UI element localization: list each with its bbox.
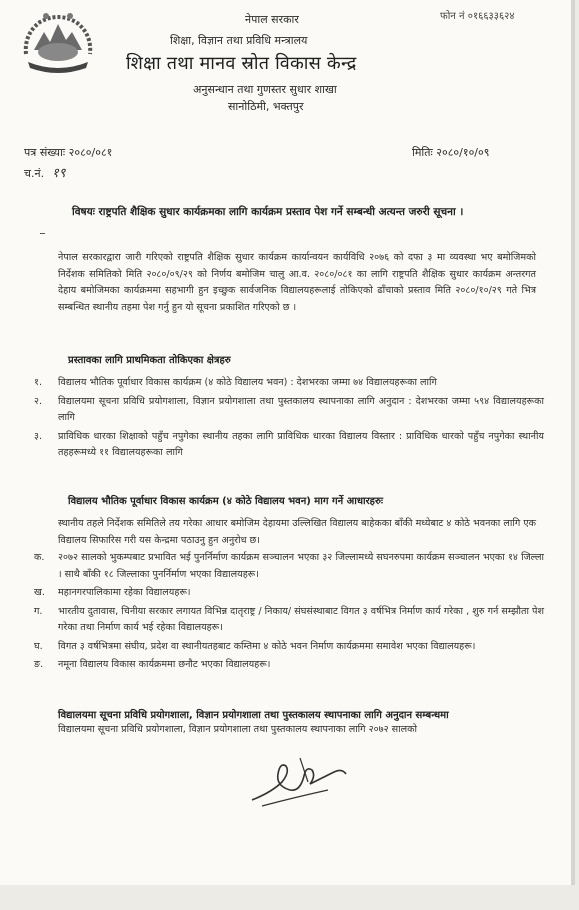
item-text: विद्यालय भौतिक पूर्वाधार विकास कार्यक्रम (४ कोठे विद्यालय भवन) : देशभरका जम्मा ७४ विद्यालयहरूका लागि <box>58 377 437 388</box>
list-item <box>34 604 544 637</box>
item-text: विगत ३ वर्षभित्रमा संघीय, प्रदेश वा स्थानीयतहबाट कम्तिमा ४ कोठे भवन निर्माण कार्यक्रममा समावेश भएका विद्यालयहरू। <box>58 640 476 652</box>
item-text: २०७२ सालको भुकम्पबाट प्रभावित भई पुनर्निर्माण कार्यक्रम सञ्चालन भएका ३२ जिल्लामध्ये सघनरुपमा कार्यक्रम सञ्चालन भएका १४ जिल्ला । साथै बाँकी १८ जिल्लाका पुनर्निर्माण भएका विद्यालयहरू। <box>58 552 544 580</box>
list-item <box>34 550 544 583</box>
intro-paragraph: नेपाल सरकारद्वारा जारी गरिएको राष्ट्रपति शैक्षिक सुधार कार्यक्रम कार्यान्वयन कार्यविधि २०७६ को दफा ३ मा व्यवस्था भए बमोजिमको निर्देशक समितिको मिति २०८०/०९/२९ को निर्णय बमोजिम चालु आ.व. २०८०/०८१ का लागि राष्ट्रपति शैक्षिक सुधार कार्यक्रम अन्तरगत देहाय बमोजिमका कार्यक्रममा सहभागी हुन इच्छुक सार्वजनिक विद्यालयहरूलाई तोकिएको ढाँचाको प्रस्ताव मिति २०८०/१०/२९ गते भित्र सम्बन्धित स्थानीय तहमा पेश गर्नु हुन यो सूचना प्रकाशित गरिएको छ । <box>58 252 536 313</box>
item-number: ग. <box>34 605 43 617</box>
list-item <box>34 394 544 427</box>
list-item <box>34 639 544 656</box>
item-number: क. <box>34 552 45 563</box>
government-emblem-icon <box>20 10 96 76</box>
signature-icon <box>242 752 362 812</box>
dispatch-number: १९ <box>52 166 66 181</box>
list-item <box>34 375 544 392</box>
list-item <box>34 657 544 674</box>
dispatch-label: च.नं. <box>24 167 45 180</box>
government-title: नेपाल सरकार <box>245 13 299 26</box>
item-text: भारतीय दुतावास, चिनीया सरकार लगायत विभिन्न दातृराष्ट्र / निकाय/ संघसंस्थाबाट विगत ३ वर्षभित्र निर्माण कार्य गरेका , शुरु गर्न सम्झौता पेश गरेका तथा निर्माण कार्य भई रहेका विद्यालयहरू। <box>58 605 544 633</box>
item-number: ङ. <box>34 659 44 670</box>
item-number: घ. <box>34 640 43 652</box>
priority-heading: प्रस्तावका लागि प्राथमिकता तोकिएका क्षेत्रहरु <box>68 355 231 366</box>
criteria-intro: स्थानीय तहले निर्देशक समितिले तय गरेका आधार बमोजिम देहायमा उल्लिखित विद्यालय बाहेकका बाँकी मध्येबाट ४ कोठे भवनका लागि एक विद्यालय सिफारिस गरी यस केन्द्रमा पठाउनु हुन अनुरोध छ। <box>58 518 536 546</box>
lab-paragraph: विद्यालयमा सूचना प्रविधि प्रयोगशाला, विज्ञान प्रयोगशाला तथा पुस्तकालय स्थापनाका लागि २०७२ सालको <box>58 724 417 735</box>
item-text: नमूना विद्यालय विकास कार्यक्रममा छनौट भएका विद्यालयहरू। <box>58 659 271 670</box>
item-text: महानगरपालिकामा रहेका विद्यालयहरू। <box>58 587 191 598</box>
margin-mark <box>40 233 45 234</box>
priority-list <box>34 375 544 464</box>
office-location: सानोठिमी, भक्तपुर <box>228 100 304 113</box>
criteria-heading: विद्यालय भौतिक पूर्वाधार विकास कार्यक्रम (४ कोठे विद्यालय भवन) माग गर्ने आधारहरुः <box>68 496 383 507</box>
branch-name: अनुसन्धान तथा गुणस्तर सुधार शाखा <box>193 83 337 96</box>
item-number: १. <box>34 377 43 388</box>
center-name: शिक्षा तथा मानव स्रोत विकास केन्द्र <box>126 53 357 74</box>
item-text: प्राविधिक धारका शिक्षाको पहुँच नपुगेका स्थानीय तहका लागि प्राविधिक धारका विद्यालय विस्तार : प्राविधिक धारको पहुँच नपुगेका स्थानीय तहहरूमध्ये ११ विद्यालयहरूका लागि <box>58 430 544 458</box>
phone-number: फोन नं ०१६६३३६२४ <box>440 11 515 22</box>
item-number: ३. <box>34 430 43 442</box>
list-item <box>34 585 544 602</box>
ministry-name: शिक्षा, विज्ञान तथा प्रविधि मन्त्रालय <box>170 34 308 47</box>
item-number: ख. <box>34 587 45 598</box>
letter-date: मितिः २०८०/१०/०९ <box>412 146 490 159</box>
list-item <box>34 429 544 462</box>
criteria-list <box>34 550 544 676</box>
lab-heading: विद्यालयमा सूचना प्रविधि प्रयोगशाला, विज्ञान प्रयोगशाला तथा पुस्तकालय स्थापनाका लागि अनुदान सम्बन्धमा <box>58 710 449 721</box>
item-number: २. <box>34 395 43 407</box>
subject-line: विषयः राष्ट्रपति शैक्षिक सुधार कार्यक्रमका लागि कार्यक्रम प्रस्ताव पेश गर्ने सम्बन्धी अत्यन्त जरुरी सूचना । <box>72 206 464 218</box>
item-text: विद्यालयमा सूचना प्रविधि प्रयोगशाला, विज्ञान प्रयोगशाला तथा पुस्तकालय स्थापनाका लागि अनुदान : देशभरका जम्मा ५९४ विद्यालयहरूका लागि <box>58 395 544 423</box>
reference-number: पत्र संख्याः २०८०/०८१ <box>24 146 113 159</box>
